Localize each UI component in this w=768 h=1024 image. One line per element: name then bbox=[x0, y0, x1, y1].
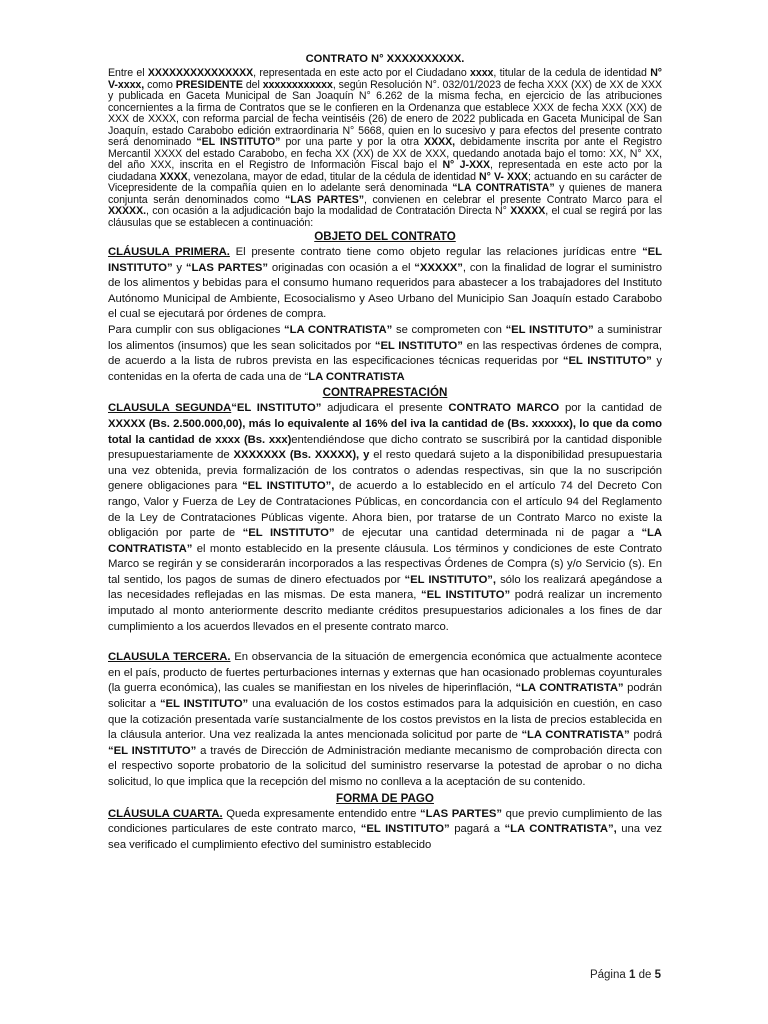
intro-paragraph bbox=[108, 68, 662, 229]
bold-run: “EL INSTITUTO” bbox=[242, 527, 335, 540]
clausula-segunda-paragraph bbox=[108, 401, 662, 635]
text-run: el resto quedará sujeto a la disponibilidad presupuestaria una vez obtenida, previa formalización de los contratos o adendas respectivas, sin que la no suscripción genere obligaciones para bbox=[108, 449, 662, 493]
text-run: entendiéndose que dicho contrato se suscribirá por la cantidad disponible presupuestariamente de bbox=[108, 433, 662, 462]
bold-run: “EL INSTITUTO” bbox=[159, 698, 249, 711]
text-run: El presente contrato tiene como objeto regular las relaciones jurídicas entre bbox=[229, 246, 643, 258]
text-run: originadas con ocasión a el bbox=[268, 261, 415, 274]
text-run: , titular de la cedula de identidad bbox=[493, 67, 651, 79]
text-run: y contenidas en la oferta de cada una de “ bbox=[108, 355, 663, 383]
text-run: , representada en este acto por la ciudadana bbox=[108, 159, 662, 183]
bold-run: CLÁUSULA PRIMERA. bbox=[108, 246, 230, 258]
text-run: podrán solicitar a bbox=[108, 682, 663, 711]
page-label: Página bbox=[589, 969, 626, 981]
text-run: debidamente inscrita por ante el Registro Mercantil XXXX del estado Carabobo, en fecha XX (XX) de XX de XXX, quedando anotada bajo el tomo: XX, N° XX, del año XXX, inscrita en el Registro de Información Fiscal bajo el bbox=[108, 136, 662, 171]
bold-run: XXXXX (Bs. 2.500.000,00), más lo equivalente al 16% del iva la cantidad de (Bs. xxxxxx), lo que da como total la cantidad de xxxx (Bs. xxx) bbox=[108, 417, 662, 446]
bold-run: N° J-XXX bbox=[442, 159, 491, 171]
text-run: , convienen en celebrar el presente Contrato Marco para el bbox=[363, 193, 663, 206]
bold-run: CLÁUSULA CUARTA. bbox=[108, 807, 223, 820]
text-run: a través de Dirección de Administración mediante mecanismo de comprobación directa con el respectivo soporte probatorio de la solicitud del suministro reservarse la potestad de aprobar o no dicha solicitud, lo que implica que la recepción del mismo no conlleva a la aceptación de su contenido. bbox=[108, 744, 662, 788]
text-run: pagará a bbox=[449, 823, 505, 836]
bold-run: PRESIDENTE bbox=[175, 78, 243, 91]
text-run: ; actuando en su carácter de Vicepresidente de la compañía quien en lo adelante será denominada bbox=[108, 170, 663, 194]
text-run: podrá bbox=[629, 729, 662, 742]
bold-run: N° V-xxxx, bbox=[108, 67, 662, 91]
text-run: se comprometen con bbox=[392, 323, 506, 336]
bold-run: “EL INSTITUTO” bbox=[231, 402, 322, 415]
page-current-number: 1 bbox=[628, 969, 636, 981]
bold-run: XXXXX. bbox=[108, 205, 146, 217]
paragraph-spacer bbox=[108, 635, 662, 650]
section-heading-contraprestacion: CONTRAPRESTACIÓN bbox=[322, 386, 448, 400]
bold-run: “EL INSTITUTO” bbox=[196, 136, 281, 148]
text-run: En observancia de la situación de emergencia económica que actualmente acontece en el país, producto de fuertes perturbaciones internas y externas que han ocasionado problemas coyunturales (la guerra económica), las cuales se manifiestan en los niveles de hiperinflación, bbox=[108, 651, 662, 695]
text-run: que previo cumplimiento de las condiciones particulares de este contrato marco, bbox=[108, 807, 662, 836]
bold-run: CONTRATO MARCO bbox=[448, 402, 560, 415]
bold-run: “LAS PARTES” bbox=[284, 193, 364, 206]
text-run: de acuerdo a lo establecido en el artículo 74 del Decreto Con rango, Valor y Fuerza de Ley de Contrataciones Públicas, en concordancia con el artículo 94 del Reglamento de la Ley de Contrataciones Públicas vigente. Ahora bien, por tratarse de un Contrato Marco no existe la obligación por parte de bbox=[108, 480, 662, 540]
text-run: Queda expresamente entendido entre bbox=[222, 807, 421, 820]
page-total-number: 5 bbox=[654, 969, 661, 981]
bold-run: “EL INSTITUTO” bbox=[562, 355, 652, 368]
clausula-primera-paragraph bbox=[108, 245, 662, 323]
text-run: y bbox=[172, 261, 186, 274]
clausula-cuarta-paragraph bbox=[108, 807, 662, 854]
text-run: a suministrar los alimentos (insumos) que les sean solicitados por bbox=[108, 323, 662, 352]
bold-run: “LAS PARTES” bbox=[185, 261, 269, 274]
text-run: podrá realizar un incremento imputado al monto anteriormente descrito mediante créditos presupuestarios adicionales a los fines de dar cumplimiento a los acuerdos llevados en el presente contrato marco. bbox=[108, 589, 662, 633]
bold-run: “EL INSTITUTO” bbox=[505, 323, 594, 336]
text-run: y quienes de manera conjunta serán denominados como bbox=[108, 182, 663, 206]
contract-title: CONTRATO N° XXXXXXXXXX. bbox=[305, 53, 465, 65]
text-run: una vez sea verificado el cumplimiento efectivo del suministro establecido bbox=[108, 823, 663, 851]
bold-run: “EL INSTITUTO” bbox=[421, 589, 511, 602]
text-run: por la cantidad de bbox=[559, 402, 662, 415]
bold-run: “EL INSTITUTO” bbox=[108, 744, 197, 757]
section-heading-forma-pago: FORMA DE PAGO bbox=[336, 791, 434, 805]
bold-run: N° V- XXX bbox=[479, 170, 529, 183]
bold-run: “LA CONTRATISTA” bbox=[108, 527, 663, 555]
text-run: , según Resolución N°. 032/01/2023 de fecha XXX (XX) de XX de XXX y publicada en Gaceta Municipal de San Joaquín N° 6.262 de la misma fecha, en ejercicio de las atribuciones concernientes a la firma de Contratos que se le confieren en la Ordenanza que establece XXX de fecha XXX (XX) de XXX de XXXX, con reforma parcial de fecha veintiséis (26) de enero de 2022 publicada en Gaceta Municipal de San Joaquín, estado Carabobo edición extraordinaria N° 5668, quien en lo sucesivo y para efectos del presente contrato será denominado bbox=[108, 78, 663, 148]
text-run: en las respectivas órdenes de compra, de acuerdo a la lista de rubros prevista en las especificaciones técnicas requeridas por bbox=[108, 339, 662, 368]
bold-run: xxxx bbox=[470, 67, 494, 79]
page-footer bbox=[590, 968, 661, 983]
bold-run: “EL INSTITUTO” bbox=[360, 823, 450, 836]
bold-run: “EL INSTITUTO” bbox=[374, 339, 463, 352]
bold-run: XXXXX bbox=[510, 205, 546, 217]
text-run: , representada en este acto por el Ciudadano bbox=[253, 67, 471, 79]
bold-run: “LA CONTRATISTA” bbox=[452, 182, 555, 194]
bold-run: “EL INSTITUTO” bbox=[108, 246, 663, 274]
text-run: una evaluación de los costos estimados para la adquisición en cuestión, en caso que la cotización presentada varíe sustancialmente de los costos previstos en la lista de precios establecida en la cláusula anterior. Una vez realizada la antes mencionada solicitud por parte de bbox=[108, 698, 662, 742]
text-run: , con la finalidad de lograr el suministro de los alimentos y bebidas para el consumo humano requeridos para abastecer a los trabajadores del Instituto Autónomo Municipal de Ambiente, Ecosocialismo y Aseo Urbano del Municipio San Joaquín estado Carabobo el cual se ejecutará por órdenes de compra. bbox=[108, 261, 662, 321]
bold-run: LA CONTRATISTA bbox=[308, 370, 405, 383]
bold-run: “LAS PARTES” bbox=[420, 807, 502, 820]
text-run: sólo los realizará apegándose a las necesidades reflejadas en las mismas. De esta manera, bbox=[108, 573, 662, 602]
bold-run: CLAUSULA TERCERA. bbox=[108, 651, 231, 664]
text-run: de ejecutar una cantidad determinada ni de pagar a bbox=[334, 527, 642, 540]
text-run: como bbox=[144, 78, 176, 91]
bold-run: “LA CONTRATISTA” bbox=[284, 323, 393, 336]
bold-run: XXXXXXX (Bs. XXXXX), y bbox=[233, 449, 370, 462]
bold-run: “LA CONTRATISTA” bbox=[521, 729, 630, 742]
text-run: el monto establecido en la presente cláusula. Los términos y condiciones de este Contrato Marco se regirán y se considerarán incorporados a las respectivas Órdenes de Compra (s) y/o Servicio (s). En tal sentido, los pagos de sumas de dinero efectuados por bbox=[108, 542, 662, 586]
bold-run: XXXXXXXXXXXXXXX bbox=[147, 67, 254, 79]
text-run: , venezolana, mayor de edad, titular de la cédula de identidad bbox=[187, 170, 480, 183]
bold-run: “XXXXX” bbox=[414, 261, 463, 274]
bold-run: “LA CONTRATISTA” bbox=[515, 682, 624, 695]
page-of-label: de bbox=[638, 969, 652, 981]
text-run: por una parte y por la otra bbox=[280, 136, 425, 148]
section-heading-objeto: OBJETO DEL CONTRATO bbox=[314, 230, 456, 243]
bold-run: “LA CONTRATISTA”, bbox=[504, 823, 617, 836]
bold-run: CLAUSULA SEGUNDA bbox=[108, 402, 232, 415]
bold-run: “EL INSTITUTO”, bbox=[242, 480, 335, 493]
bold-run: “EL INSTITUTO”, bbox=[404, 573, 496, 586]
bold-run: XXXX, bbox=[424, 136, 456, 148]
clausula-primera-obligaciones-paragraph bbox=[108, 323, 662, 385]
text-run: adjudicara el presente bbox=[321, 402, 449, 415]
clausula-tercera-paragraph bbox=[108, 650, 662, 790]
text-run: , el cual se regirá por las cláusulas que se establecen a continuación: bbox=[108, 205, 662, 229]
text-run: del bbox=[242, 78, 263, 91]
bold-run: xxxxxxxxxxxx bbox=[262, 78, 333, 91]
text-run: , con ocasión a la adjudicación bajo la modalidad de Contratación Directa N° bbox=[145, 205, 511, 217]
text-run: Entre el bbox=[108, 67, 148, 79]
bold-run: XXXX bbox=[159, 170, 188, 183]
document-page bbox=[108, 52, 662, 853]
text-run: Para cumplir con sus obligaciones bbox=[108, 323, 285, 336]
